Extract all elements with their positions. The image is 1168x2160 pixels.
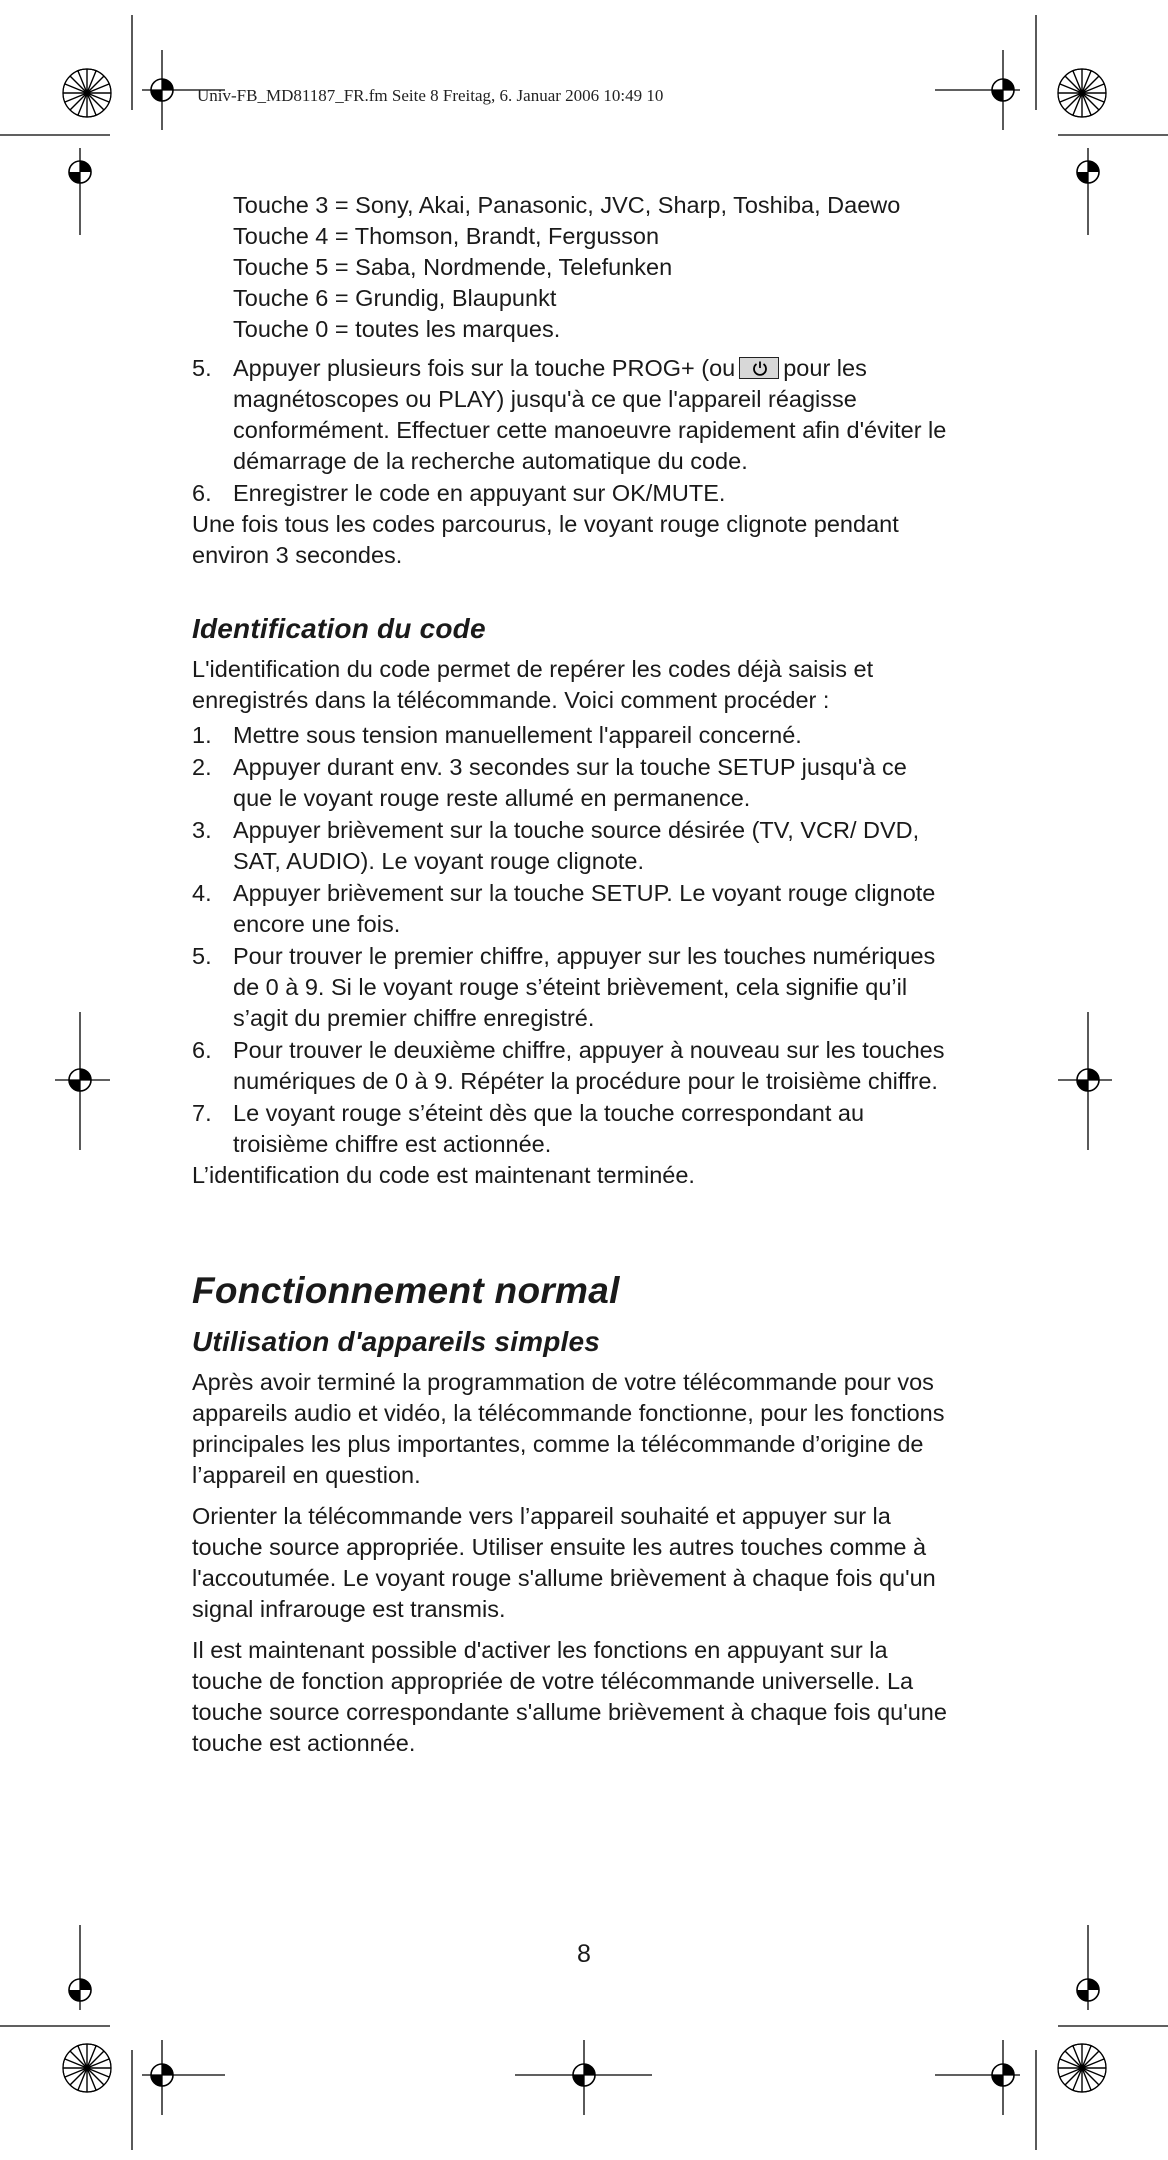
paragraph: L'identification du code permet de repérer les codes déjà saisis et enregistrés dans la télécommande. Voici comment procéder : [192, 656, 874, 713]
paragraph: Une fois tous les codes parcourus, le voyant rouge clignote pendant environ 3 secondes. [192, 511, 899, 568]
step-item [192, 752, 952, 814]
step-text: Pour trouver le deuxième chiffre, appuyer à nouveau sur les touches numériques de 0 à 9. Répéter la procédure pour le troisième chiffre. [233, 1037, 945, 1094]
paragraph: L’identification du code est maintenant terminée. [192, 1162, 695, 1188]
step-number: 1. [192, 722, 212, 748]
step-text: Appuyer plusieurs fois sur la touche PROG+ (ou [233, 355, 736, 381]
step-text: Enregistrer le code en appuyant sur OK/MUTE. [233, 480, 726, 506]
section-heading: Utilisation d'appareils simples [192, 1326, 601, 1357]
chapter-heading: Fonctionnement normal [192, 1270, 620, 1311]
step-item [192, 720, 952, 751]
step-item [192, 1098, 952, 1160]
page-content [192, 190, 952, 1759]
step-item [192, 478, 952, 509]
step-item [192, 1035, 952, 1097]
paragraph: Il est maintenant possible d'activer les fonctions en appuyant sur la touche de fonction appropriée de votre télécommande universelle. La touche source correspondante s'allume brièvement à chaque fois qu'une touche est actionnée. [192, 1637, 947, 1756]
paragraph: Après avoir terminé la programmation de votre télécommande pour vos appareils audio et vidéo, la télécommande fonctionne, pour les fonctions principales les plus importantes, comme la télécommande d’origine de l’appareil en question. [192, 1369, 945, 1488]
step-text: pour les magnétoscopes ou PLAY) jusqu'à ce que l'appareil réagisse conformément. Effectuer cette manoeuvre rapidement afin d'éviter le démarrage de la recherche automatique du code. [233, 355, 947, 474]
step-text: Pour trouver le premier chiffre, appuyer sur les touches numériques de 0 à 9. Si le voyant rouge s’éteint brièvement, cela signifie qu’il s’agit du premier chiffre enregistré. [233, 943, 936, 1031]
step-number: 3. [192, 817, 212, 843]
brand-line: Touche 5 = Saba, Nordmende, Telefunken [233, 254, 673, 280]
step-number: 4. [192, 880, 212, 906]
brand-line: Touche 3 = Sony, Akai, Panasonic, JVC, Sharp, Toshiba, Daewo [233, 192, 901, 218]
step-text: Mettre sous tension manuellement l'appareil concerné. [233, 722, 802, 748]
step-number: 6. [192, 480, 212, 506]
step-text: Le voyant rouge s’éteint dès que la touche correspondant au troisième chiffre est actionnée. [233, 1100, 865, 1157]
step-item [192, 941, 952, 1034]
brand-line: Touche 6 = Grundig, Blaupunkt [233, 285, 557, 311]
step-text: Appuyer durant env. 3 secondes sur la touche SETUP jusqu'à ce que le voyant rouge reste allumé en permanence. [233, 754, 907, 811]
power-key [739, 357, 779, 379]
step-number: 2. [192, 754, 212, 780]
identification-steps [192, 720, 952, 1160]
step-item [192, 878, 952, 940]
step-number: 7. [192, 1100, 212, 1126]
brand-line: Touche 0 = toutes les marques. [233, 316, 561, 342]
step-number: 5. [192, 355, 212, 381]
step-number: 6. [192, 1037, 212, 1063]
page-number: 8 [577, 1940, 591, 1968]
step-number: 5. [192, 943, 212, 969]
section-heading: Identification du code [192, 613, 486, 644]
print-slug: Univ-FB_MD81187_FR.fm Seite 8 Freitag, 6. Januar 2006 10:49 10 [197, 86, 664, 105]
step-text: Appuyer brièvement sur la touche SETUP. Le voyant rouge clignote encore une fois. [233, 880, 936, 937]
paragraph: Orienter la télécommande vers l’appareil souhaité et appuyer sur la touche source appropriée. Utiliser ensuite les autres touches comme à l'accoutumée. Le voyant rouge s'allume brièvement à chaque fois qu'un signal infrarouge est transmis. [192, 1503, 936, 1622]
step-text: Appuyer brièvement sur la touche source désirée (TV, VCR/ DVD, SAT, AUDIO). Le voyant rouge clignote. [233, 817, 920, 874]
step-item [192, 353, 952, 477]
step-item [192, 815, 952, 877]
programming-steps [192, 353, 952, 509]
power-icon [752, 360, 768, 376]
brand-list [192, 190, 952, 345]
brand-line: Touche 4 = Thomson, Brandt, Fergusson [233, 223, 660, 249]
